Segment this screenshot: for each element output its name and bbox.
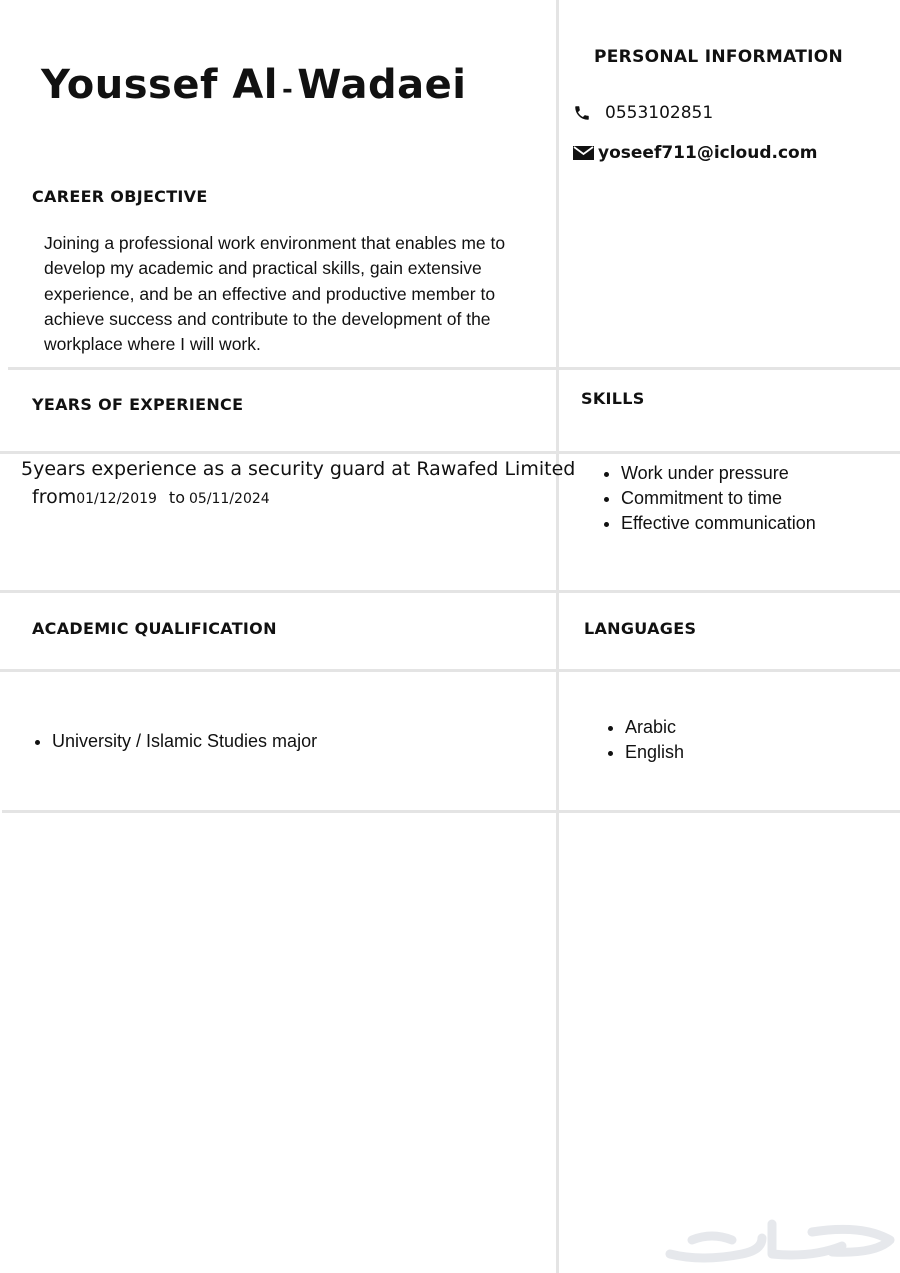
envelope-icon bbox=[573, 145, 594, 161]
experience-to-label: to bbox=[168, 488, 185, 507]
skills-list bbox=[601, 461, 816, 536]
academic-heading: ACADEMIC QUALIFICATION bbox=[32, 619, 277, 638]
languages-heading: LANGUAGES bbox=[584, 619, 697, 638]
column-divider bbox=[556, 0, 559, 1273]
skill-item: • Effective communication bbox=[621, 511, 816, 536]
phone-number: 0553102851 bbox=[605, 103, 714, 123]
divider-experience-top bbox=[8, 367, 900, 370]
experience-heading: YEARS OF EXPERIENCE bbox=[32, 395, 244, 414]
academic-item: • University / Islamic Studies major bbox=[52, 729, 317, 754]
phone-row bbox=[573, 103, 713, 123]
candidate-name bbox=[41, 62, 466, 108]
phone-icon bbox=[573, 104, 591, 122]
experience-line-2 bbox=[32, 486, 270, 508]
divider-academic-bottom bbox=[2, 810, 900, 813]
languages-list bbox=[605, 715, 684, 765]
divider-experience-heading bbox=[0, 451, 900, 454]
language-item: • Arabic bbox=[625, 715, 684, 740]
skill-item: • Work under pressure bbox=[621, 461, 816, 486]
skill-item: • Commitment to time bbox=[621, 486, 816, 511]
experience-years: 5 bbox=[21, 458, 34, 480]
academic-list bbox=[32, 729, 317, 754]
haraj-logo-watermark bbox=[662, 1210, 898, 1268]
email-row bbox=[573, 143, 817, 163]
last-name: Wadaei bbox=[297, 62, 467, 108]
career-objective-heading: CAREER OBJECTIVE bbox=[32, 187, 208, 206]
experience-to-date: 05/11/2024 bbox=[188, 491, 270, 507]
experience-from-date: 01/12/2019 bbox=[76, 491, 157, 507]
experience-line-1 bbox=[21, 458, 575, 480]
email-address[interactable]: yoseef711@icloud.com bbox=[598, 143, 818, 163]
skills-heading: SKILLS bbox=[581, 389, 645, 408]
personal-information-heading: PERSONAL INFORMATION bbox=[594, 47, 844, 67]
divider-academic-heading bbox=[0, 669, 900, 672]
career-objective-text: Joining a professional work environment that enables me to develop my academic and practical skills, gain extensive experience, and be an effective and productive member to achieve success and contribute to the development of the workplace where I will work. bbox=[44, 233, 506, 355]
language-item: • English bbox=[625, 740, 684, 765]
experience-from-label: from bbox=[32, 486, 77, 508]
divider-academic-top bbox=[0, 590, 900, 593]
first-name: Youssef Al bbox=[41, 62, 278, 108]
name-dash: - bbox=[282, 75, 294, 105]
experience-description: years experience as a security guard at Rawafed Limited bbox=[33, 458, 576, 480]
